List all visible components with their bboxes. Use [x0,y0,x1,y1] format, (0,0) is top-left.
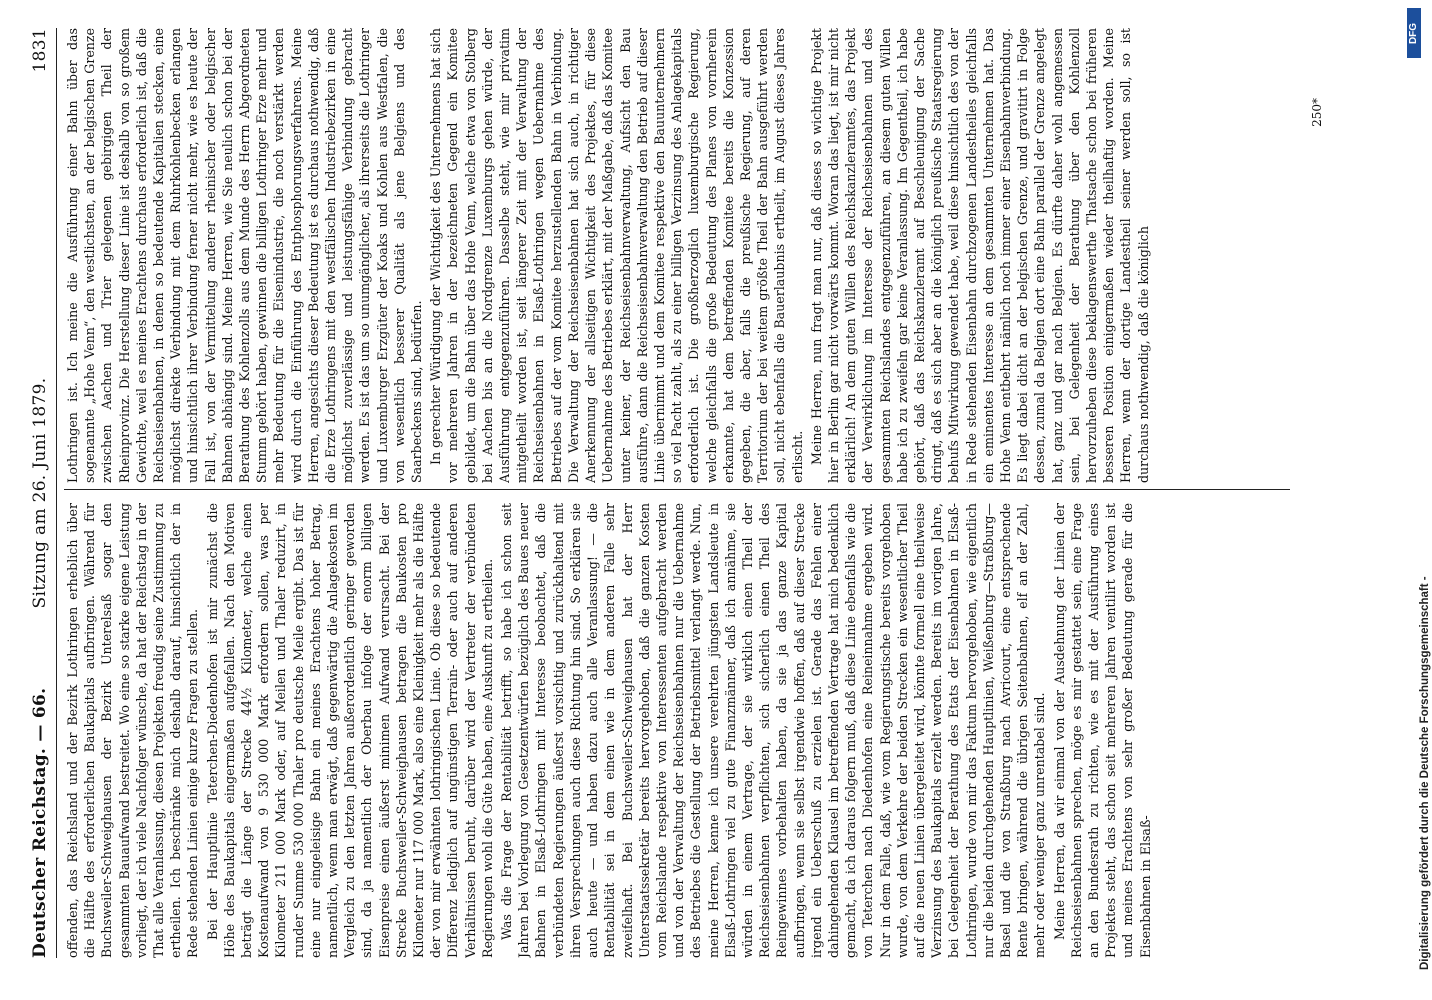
dfg-logo[interactable]: DFG [1407,8,1421,58]
page-footer-mark: 250* [1310,98,1324,127]
header-page-number: 1831 [30,28,50,73]
credit-text: Digitalisierung gefördert durch die Deutsche Forschungsgemeinschaft - [1419,576,1431,970]
text-columns [64,28,1330,958]
page-header [22,28,57,958]
left-paragraph: Bei der Hauptlinie Teterchen-Diedenhofen ist mir zunächst die Höhe des Baukapitals eingermaßen aufgefallen. Nach den Motiven beträgt die Länge der Strecke 44½ Kilometer, welche einen Kostenaufwand von 9 530 000 Mark erfordern sollen, was per Kilometer 211 000 Mark oder, auf Meilen und Thaler reduzirt, in runder Summe 530 000 Thaler pro deutsche Meile ergibt. Das ist für eine nur eingeleisige Bahn ein meines Erachtens hoher Betrag, namentlich, wenn man erwägt, daß gegenwärtig die Anlagekosten im Vergleich zu den letzten Jahren außerordentlich geringer geworden sind, da ja namentlich der Oberbau infolge der enorm billigen Eisenpreise einen äußerst minimen Aufwand verursacht. Bei der Strecke Buchsweiler-Schweighausen betragen die Baukosten pro Kilometer nur 117 000 Mark, also eine Kleinigkeit mehr als die Hälfte der von mir erwähnten lothringischen Linie. Ob diese so bedeutende Differenz lediglich auf ungünstigen Terrain- oder auch auf anderen Verhältnissen beruht, darüber wird der Vertreter der verbündeten Regierungen wohl die Güte haben, eine Auskunft zu ertheilen. [204,503,495,958]
left-paragraph: Was die Frage der Rentabilität betrifft, so habe ich schon seit Jahren bei Vorlegung von Gesetzentwürfen bezüglich des Baues neuer Bahnen in Elsaß-Lothringen mit Interesse beobachtet, daß die verbündeten Regierungen äußerst vorsichtig und zurückhaltend mit ihren Versprechungen auch diese Richtung hin sind. So erklären sie auch heute — und haben dazu auch alle Veranlassung! — die Rentabilität sei in dem einen wie in dem anderen Falle sehr zweifelhaft. Bei Buchsweiler-Schweighausen hat der Herr Unterstaatssekretär bereits hervorgehoben, daß die ganzen Kosten vom Reichslande respektive von Interessenten aufgebracht werden und von der Verwaltung der Reichseisenbahnen nur die Uebernahme des Betriebes die Gestellung der Betriebsmittel verlangt werde. Nun, meine Herren, kenne ich unsere verehrten jüngsten Landsleute in Elsaß-Lothringen viel zu gute Finanzmänner, daß ich annähme, sie würden in einem Vertrage, der sie wirklich einen Theil der Reichseisenbahnen verpflichten, sich sicherlich einen Theil des Reingewinnes vorbehalten haben, da sie ja das ganze Kapital aufbringen, wenn sie selbst irgendwie hoffen, daß auf dieser Strecke irgend ein Ueberschuß zu erzielen ist. Gerade das Fehlen einer dahingehenden Klausel im betreffenden Vertrage hat mich bedenklich gemacht, da ich daraus folgern muß, daß diese Linie ebenfalls wie die von Teterchen nach Diedenhofen eine Reineinnahme ergeben wird. Nur in dem Falle, daß, wie vom Regierungstische bereits vorgehoben wurde, von dem Verkehre der beiden Strecken ein wesentlicher Theil auf die neuen Linien übergeleitet wird, könnte formell eine theilweise Verzinsung des Baukapitals erzielt werden. Bereits im vorigen Jahre, bei Gelegenheit der Berathung des Etats der Eisenbahnen in Elsaß-Lothringen, wurde von mir das Faktum hervorgehoben, wie eigentlich nur die beiden durchgehenden Hauptlinien, Weißenburg—Straßburg—Basel und die von Straßburg nach Avricourt, eine entsprechende Rente bringen, während die übrigen Seitenbahnen, elf an der Zahl, mehr oder weniger ganz unrentabel sind. [499,503,1048,958]
right-paragraph: Lothringen ist. Ich meine die Ausführung einer Bahn über das sogenannte „Hohe Venn“, den westlichsten, an der belgischen Grenze zwischen Aachen und Trier gelegenen gebirgigen Theil der Rheinprovinz. Die Herstellung dieser Linie ist deshalb von so großem Gewichte, weil es meines Erachtens durchaus erforderlich ist, daß die Reichseisenbahnen, in denen so bedeutende Kapitalien stecken, eine möglichst direkte Verbindung mit dem Ruhrkohlenbecken erlangen und hinsichtlich ihrer Verbindung ferner nicht mehr, wie es heute der Fall ist, von der Vermittelung anderer rheinischer oder belgischer Bahnen abhängig sind. Meine Herren, wie Sie neulich schon bei der Berathung des Kohlenzolls aus dem Munde des Herrn Abgeordneten Stumm gehört haben, gewinnen die billigen Lothringer Erze mehr und mehr Bedeutung für die Eisenindustrie, die noch verstärkt werden wird durch die Einführung des Entphosphorungsverfahrens. Meine Herren, angesichts dieser Bedeutung ist es durchaus nothwendig, daß die Erze Lothringens mit den westfälischen Industriebezirken in eine möglichst zuverlässige und leistungsfähige Verbindung gebracht werden. Es ist das um so unumgänglicher, als ihrerseits die Lothringer und Luxemburger Erzgüter der Koaks und Kohlen aus Westfalen, die von wesentlich besserer Qualität als jene Belgiens und des Saarbeckens sind, bedürfen. [65,28,425,483]
left-paragraph: Meine Herren, da wir einmal von der Ausdehnung der Linien der Reichseisenbahnen sprechen, möge es mir gestattet sein, eine Frage an den Bundesrath zu richten, wie es mit der Ausführung eines Projektes steht, das schon seit mehreren Jahren ventilirt worden ist und meines Erachtens von sehr großer Bedeutung gerade für die Eisenbahnen in Elsaß- [1051,503,1153,958]
column-divider [64,489,1290,490]
right-column [64,28,1330,483]
digitization-credit [1397,0,1432,1000]
header-title: Deutscher Reichstag. — 66. [30,687,50,958]
left-paragraph: offenden, das Reichsland und der Bezirk Lothringen erheblich über die Hälfte des erforderlichen Baukapitals aufbringen. Während für Buchsweiler-Schweighausen der Bezirk Unterelsaß sogar den gesammten Bauaufwand bestreitet. Wo eine so starke eigene Leistung vorliegt, der ich viele Nachfolger wünsche, da hat der Reichstag in der That alle Veranlassung, diesen Projekten freudig seine Zustimmung zu ertheilen. Ich beschränke mich deshalb darauf, hinsichtlich der in Rede stehenden Linien einige kurze Fragen zu stellen. [65,503,201,958]
header-session-date: Sitzung am 26. Juni 1879. [30,377,50,609]
right-paragraph: In gerechter Würdigung der Wichtigkeit des Unternehmens hat sich vor mehreren Jahren in der bezeichneten Gegend ein Komitee gebildet, um die Bahn über das Hohe Venn, welche etwa von Stolberg bei Aachen bis an die Nordgrenze Luxemburgs gehen würde, der Ausführung entgegenzuführen. Dasselbe steht, wie mir privatim mitgetheilt worden ist, seit längerer Zeit mit der Verwaltung der Reichseisenbahnen in Elsaß-Lothringen wegen Uebernahme des Betriebes auf der vom Komitee herzustellenden Bahn in Verbindung. Die Verwaltung der Reichseisenbahnen hat sich auch, in richtiger Anerkennung der allseitigen Wichtigkeit des Projektes, für diese Uebernahme des Betriebes erklärt, mit der Maßgabe, daß das Komitee unter keiner, der Reichseisenbahnverwaltung, Aufsicht den Bau ausführe, dann die Reichseisenbahnverwaltung den Betrieb auf dieser Linie übernimmt und dem Komitee respektive den Bauunternehmern so viel Pacht zahlt, als zu einer billigen Verzinsung des Anlagekapitals erforderlich ist. Die großherzoglich luxemburgische Regierung, welche gleichfalls die große Bedeutung des Planes von vornherein erkannte, hat dem betreffenden Komitee bereits die Konzession gegeben, die aber, falls die preußische Regierung, auf deren Territorium der bei weitem größte Theil der Bahn ausgeführt werden soll, nicht ebenfalls die Bauerlaubnis ertheilt, im August dieses Jahres erlischt. [428,28,805,483]
left-column [64,503,1330,958]
right-paragraph: Meine Herren, nun fragt man nur, daß dieses so wichtige Projekt hier in Berlin gar nicht vorwärts kommt. Woran das liegt, ist mir nicht erklärlich! An dem guten Willen des Reichskanzleramtes, das Projekt der Verwirklichung im Interesse der Reichseisenbahnen und des gesammten Reichslandes entgegenzuführen, an diesem guten Willen habe ich zu zweifeln gar keine Veranlassung. Im Gegentheil, ich habe gehört, daß das Reichskanzleramt auf Beschleunigung der Sache dringt, daß es sich aber an die königlich preußische Staatsregierung behufs Mitwirkung gewendet habe, weil diese hinsichtlich des von der in Rede stehenden Eisenbahn durchzogenen Landestheiles gleichfalls ein eminentes Interesse an dem gesammten Unternehmen hat. Das Hohe Venn entbehrt nämlich noch immer einer Eisenbahnverbindung. Es liegt dabei dicht an der belgischen Grenze, und gravitirt in Folge dessen, zumal da Belgien dort eine Bahn parallel der Grenze angelegt hat, ganz und gar nach Belgien. Es dürfte daher wohl angemessen sein, bei Gelegenheit der Berathung über den Kohlenzoll hervorzuheben diese beklagenswerthe Thatsache schon bei früheren besseren Position einigermaßen wieder theilhaftig worden. Meine Herren, wenn der dortige Landestheil seiner werden soll, so ist durchaus nothwendig, daß die königlich [808,28,1151,483]
